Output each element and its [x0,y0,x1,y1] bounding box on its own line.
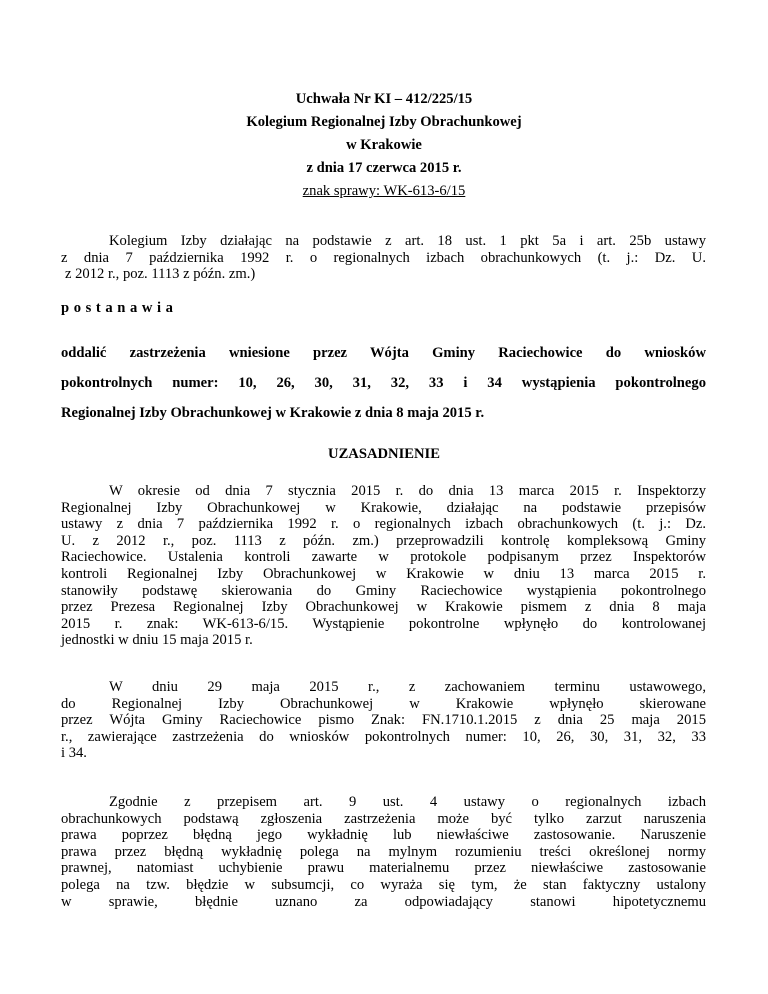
case-number: znak sprawy: WK-613-6/15 [302,183,466,199]
paragraph-line: stanowiły podstawę skierowania do Gminy Raciechowice wystąpienia pokontrolnego [61,582,706,599]
justification-title: UZASADNIENIE [328,446,440,462]
decides-word: postanawia [61,300,178,316]
decision-text [61,345,706,435]
paragraph-line: Raciechowice. Ustalenia kontroli zawarte w protokole podpisanym przez Inspektorów [61,549,706,566]
paragraph-line: przez Prezesa Regionalnej Izby Obrachunkowej w Krakowie pismem z dnia 8 maja [61,599,706,616]
intro-line: Kolegium Izby działając na podstawie z art. 18 ust. 1 pkt 5a i art. 25b ustawy [109,233,706,249]
paragraph-line: ustawy z dnia 7 października 1992 r. o regionalnych izbach obrachunkowych (t. j.: Dz. [61,516,706,533]
issuer-line-1: Kolegium Regionalnej Izby Obrachunkowej [246,114,522,130]
paragraph-line: kontroli Regionalnej Izby Obrachunkowej w Krakowie w dniu 13 marca 2015 r. [61,565,706,582]
paragraph-line: przez Wójta Gminy Raciechowice pismo Znak: FN.1710.1.2015 z dnia 25 maja 2015 [61,712,706,729]
intro-line: z 2012 r., poz. 1113 z późn. zm.) [65,266,256,283]
justification-paragraph-1 [61,483,706,649]
paragraph-line: i 34. [61,745,87,762]
paragraph-line: prawnej, natomiast uchybienie prawu materialnemu przez niewłaściwe zastosowanie [61,860,706,877]
justification-paragraph-3 [61,794,706,910]
resolution-number: Uchwała Nr KI – 412/225/15 [295,91,473,107]
decision-line: Regionalnej Izby Obrachunkowej w Krakowie z dnia 8 maja 2015 r. [61,405,485,421]
paragraph-line: prawa poprzez błędną jego wykładnię lub niewłaściwe zastosowanie. Naruszenie [61,827,706,844]
paragraph-line: obrachunkowych podstawą zgłoszenia zastrzeżenia może być tylko zarzut naruszenia [61,810,706,827]
paragraph-line: r., zawierające zastrzeżenia do wniosków pokontrolnych numer: 10, 26, 30, 31, 32, 33 [61,728,706,745]
decision-line: oddalić zastrzeżenia wniesione przez Wójta Gminy Raciechowice do wniosków [61,345,706,361]
paragraph-line: 2015 r. znak: WK-613-6/15. Wystąpienie pokontrolne wpłynęło do kontrolowanej [61,615,706,632]
justification-paragraph-2 [61,679,706,762]
paragraph-line: W dniu 29 maja 2015 r., z zachowaniem terminu ustawowego, [109,679,706,695]
paragraph-line: jednostki w dniu 15 maja 2015 r. [61,632,253,649]
intro-paragraph [61,233,706,283]
paragraph-line: Zgodnie z przepisem art. 9 ust. 4 ustawy o regionalnych izbach [109,794,706,810]
resolution-date: z dnia 17 czerwca 2015 r. [306,160,462,176]
paragraph-line: prawa przez błędną wykładnię polega na mylnym rozumieniu treści określonej normy [61,843,706,860]
intro-line: z dnia 7 października 1992 r. o regionalnych izbach obrachunkowych (t. j.: Dz. U. [61,249,706,266]
paragraph-line: U. z 2012 r., poz. 1113 z późn. zm.) przeprowadzili kontrolę kompleksową Gminy [61,532,706,549]
paragraph-line: do Regionalnej Izby Obrachunkowej w Krakowie wpłynęło skierowane [61,695,706,712]
document-header [0,88,768,203]
issuer-line-2: w Krakowie [346,137,422,153]
paragraph-line: polega na tzw. błędzie w subsumcji, co wyraża się tym, że stan faktyczny ustalony [61,876,706,893]
paragraph-line: w sprawie, błędnie uznano za odpowiadający stanowi hipotetycznemu [61,893,706,910]
paragraph-line: W okresie od dnia 7 stycznia 2015 r. do dnia 13 marca 2015 r. Inspektorzy [109,483,706,499]
paragraph-line: Regionalnej Izby Obrachunkowej w Krakowie, działając na podstawie przepisów [61,499,706,516]
decision-line: pokontrolnych numer: 10, 26, 30, 31, 32, 33 i 34 wystąpienia pokontrolnego [61,375,706,391]
